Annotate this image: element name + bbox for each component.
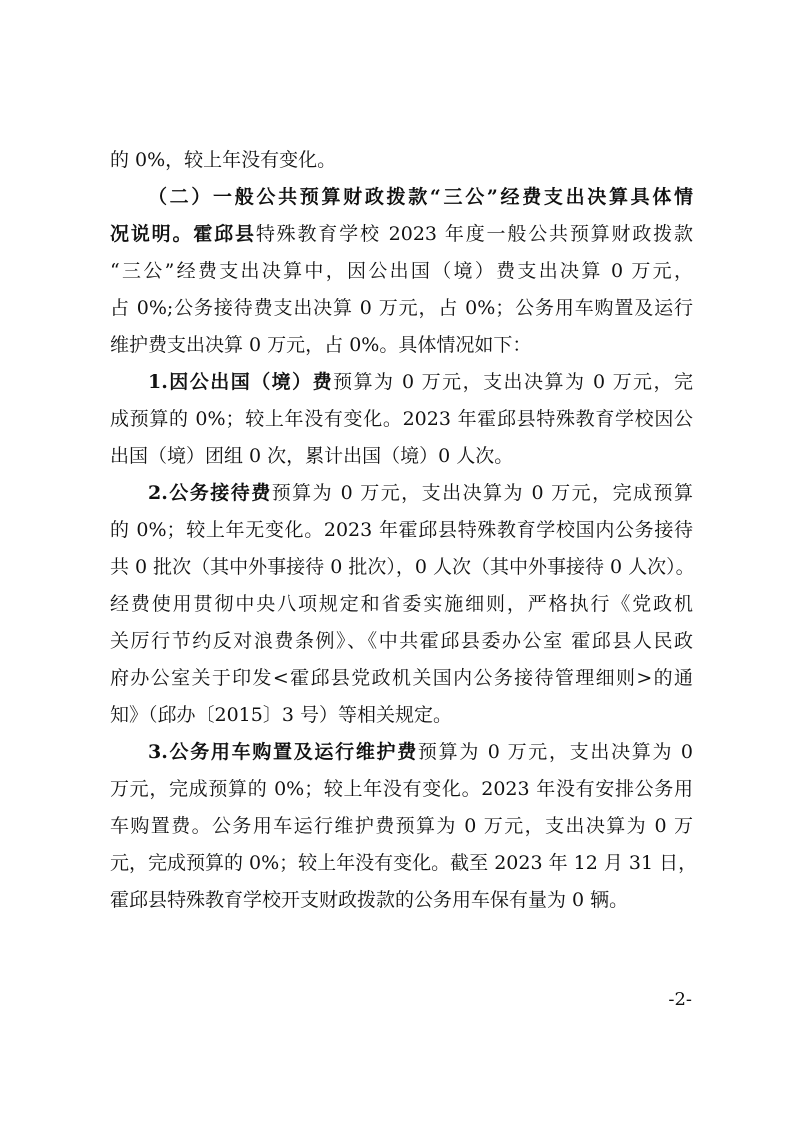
- paragraph-line: [110, 512, 693, 549]
- paragraph-line: [110, 327, 693, 364]
- paragraph-line: [110, 216, 693, 253]
- line-text: 万元，完成预算的 0%；较上年没有变化。2023 年没有安排公务用: [110, 778, 693, 800]
- line-text: 经费使用贯彻中央八项规定和省委实施细则，严格执行《党政机: [110, 593, 693, 615]
- paragraph-line: [110, 475, 693, 512]
- paragraph-line: [110, 734, 693, 771]
- line-text: 占 0%;公务接待费支出决算 0 万元，占 0%；公务用车购置及运行: [110, 297, 693, 319]
- paragraph-line: [110, 660, 693, 697]
- paragraph-line: [110, 845, 698, 882]
- line-text: 元，完成预算的 0%；较上年没有变化。截至 2023 年 12 月 31 日，: [110, 852, 698, 874]
- paragraph-line: [110, 586, 693, 623]
- bold-lead: 况说明。霍邱县: [110, 223, 256, 245]
- line-text: 车购置费。公务用车运行维护费预算为 0 万元，支出决算为 0 万: [110, 815, 693, 837]
- line-text: “三公”经费支出决算中，因公出国（境）费支出决算 0 万元，: [110, 260, 693, 282]
- line-text: 预算为 0 万元，支出决算为 0 万元，完成预算: [271, 482, 693, 504]
- paragraph-line: [110, 142, 693, 179]
- line-text: 知》（邱办〔2015〕3 号）等相关规定。: [110, 704, 452, 726]
- line-text: 特殊教育学校 2023 年度一般公共预算财政拨款: [255, 223, 693, 245]
- document-body: [110, 142, 698, 919]
- paragraph-line: [110, 401, 693, 438]
- section-heading: [110, 179, 693, 216]
- paragraph-line: [110, 438, 693, 475]
- paragraph-line: [110, 290, 693, 327]
- paragraph-line: [110, 549, 693, 586]
- paragraph-line: [110, 771, 693, 808]
- paragraph-line: [110, 253, 693, 290]
- item-heading: 3.公务用车购置及运行维护费: [148, 741, 418, 763]
- line-text: 霍邱县特殊教育学校开支财政拨款的公务用车保有量为 0 辆。: [110, 889, 629, 911]
- paragraph-line: [110, 364, 693, 401]
- line-text: 关厉行节约反对浪费条例》、《中共霍邱县委办公室 霍邱县人民政: [110, 630, 693, 652]
- line-text: 共 0 批次（其中外事接待 0 批次），0 人次（其中外事接待 0 人次）。: [110, 556, 695, 578]
- line-text: 成预算的 0%；较上年没有变化。2023 年霍邱县特殊教育学校因公: [110, 408, 693, 430]
- paragraph-line: [110, 808, 693, 845]
- line-text: 维护费支出决算 0 万元，占 0%。具体情况如下：: [110, 334, 532, 356]
- paragraph-line: [110, 882, 693, 919]
- line-text: 的 0%；较上年无变化。2023 年霍邱县特殊教育学校国内公务接待: [110, 519, 693, 541]
- page-number: -2-: [668, 989, 692, 1010]
- item-heading: 2.公务接待费: [148, 482, 272, 504]
- paragraph-line: [110, 623, 693, 660]
- heading-text: （二）一般公共预算财政拨款“三公”经费支出决算具体情: [148, 186, 693, 208]
- line-text: 预算为 0 万元，支出决算为 0 万元，完: [333, 371, 693, 393]
- item-heading: 1.因公出国（境）费: [148, 371, 334, 393]
- line-text: 的 0%，较上年没有变化。: [110, 149, 337, 171]
- line-text: 出国（境）团组 0 次，累计出国（境）0 人次。: [110, 445, 514, 467]
- line-text: 预算为 0 万元，支出决算为 0: [417, 741, 693, 763]
- line-text: 府办公室关于印发<霍邱县党政机关国内公务接待管理细则>的通: [110, 667, 693, 689]
- paragraph-line: [110, 697, 693, 734]
